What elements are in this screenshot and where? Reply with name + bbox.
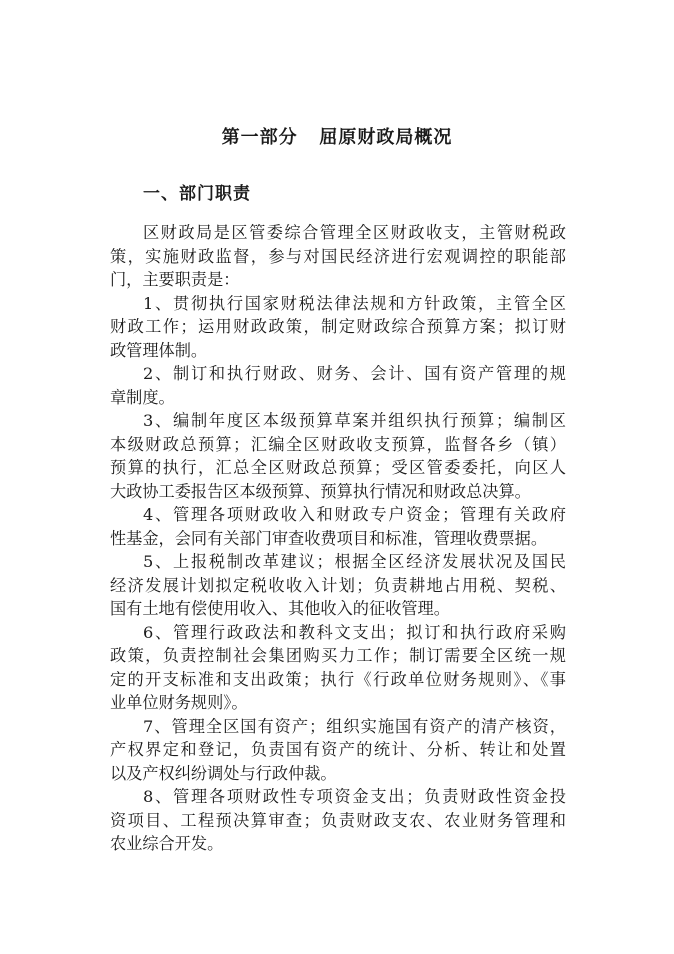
paragraph-line: 区财政局是区管委综合管理全区财政收支，主管财税政 [143, 223, 566, 242]
paragraph-line: 3、编制年度区本级预算草案并组织执行预算；编制区 [143, 411, 566, 430]
paragraph-line: 农业综合开发。 [110, 834, 224, 853]
page-title: 第一部分 屈原财政局概况 [221, 127, 453, 148]
paragraph-line: 2、制订和执行财政、财务、会计、国有资产管理的规 [143, 364, 566, 383]
paragraph-line: 7、管理全区国有资产；组织实施国有资产的清产核资， [143, 716, 566, 736]
paragraph-line: 国有土地有偿使用收入、其他收入的征收管理。 [110, 599, 450, 618]
paragraph-line: 政策，负责控制社会集团购买力工作；制订需要全区统一规 [110, 646, 566, 665]
paragraph-line: 大政协工委报告区本级预算、预算执行情况和财政总决算。 [110, 481, 531, 501]
paragraph-line: 策，实施财政监督，参与对国民经济进行宏观调控的职能部 [110, 246, 566, 266]
paragraph-line: 性基金，会同有关部门审查收费项目和标准，管理收费票据。 [110, 528, 548, 548]
paragraph-line: 本级财政总预算；汇编全区财政收支预算，监督各乡（镇） [110, 434, 566, 454]
paragraph-line: 1、贯彻执行国家财税法律法规和方针政策，主管全区 [143, 293, 566, 313]
paragraph-line: 定的开支标准和支出政策；执行《行政单位财务规则》、《事 [110, 669, 566, 689]
paragraph-line: 5、上报税制改革建议；根据全区经济发展状况及国民 [143, 552, 566, 571]
paragraph-line: 6、管理行政政法和教科文支出；拟订和执行政府采购 [143, 622, 566, 642]
paragraph-line: 业单位财务规则》。 [110, 693, 248, 712]
paragraph-line: 预算的执行，汇总全区财政总预算；受区管委委托，向区人 [110, 458, 566, 477]
paragraph-line: 政管理体制。 [110, 340, 208, 360]
paragraph-line: 财政工作；运用财政政策，制定财政综合预算方案；拟订财 [110, 317, 566, 336]
paragraph-line: 资项目、工程预决算审查；负责财政支农、农业财务管理和 [110, 810, 566, 830]
paragraph-line: 章制度。 [110, 387, 175, 407]
paragraph-line: 经济发展计划拟定税收收入计划；负责耕地占用税、契税、 [110, 575, 566, 595]
section-heading: 一、部门职责 [143, 184, 251, 204]
paragraph-line: 以及产权纠纷调处与行政仲裁。 [110, 763, 337, 783]
paragraph-line: 8、管理各项财政性专项资金支出；负责财政性资金投 [143, 787, 566, 806]
paragraph-line: 4、管理各项财政收入和财政专户资金；管理有关政府 [143, 505, 566, 524]
paragraph-line: 产权界定和登记，负责国有资产的统计、分析、转让和处置 [110, 740, 566, 759]
paragraph-line: 门，主要职责是： [110, 270, 240, 289]
